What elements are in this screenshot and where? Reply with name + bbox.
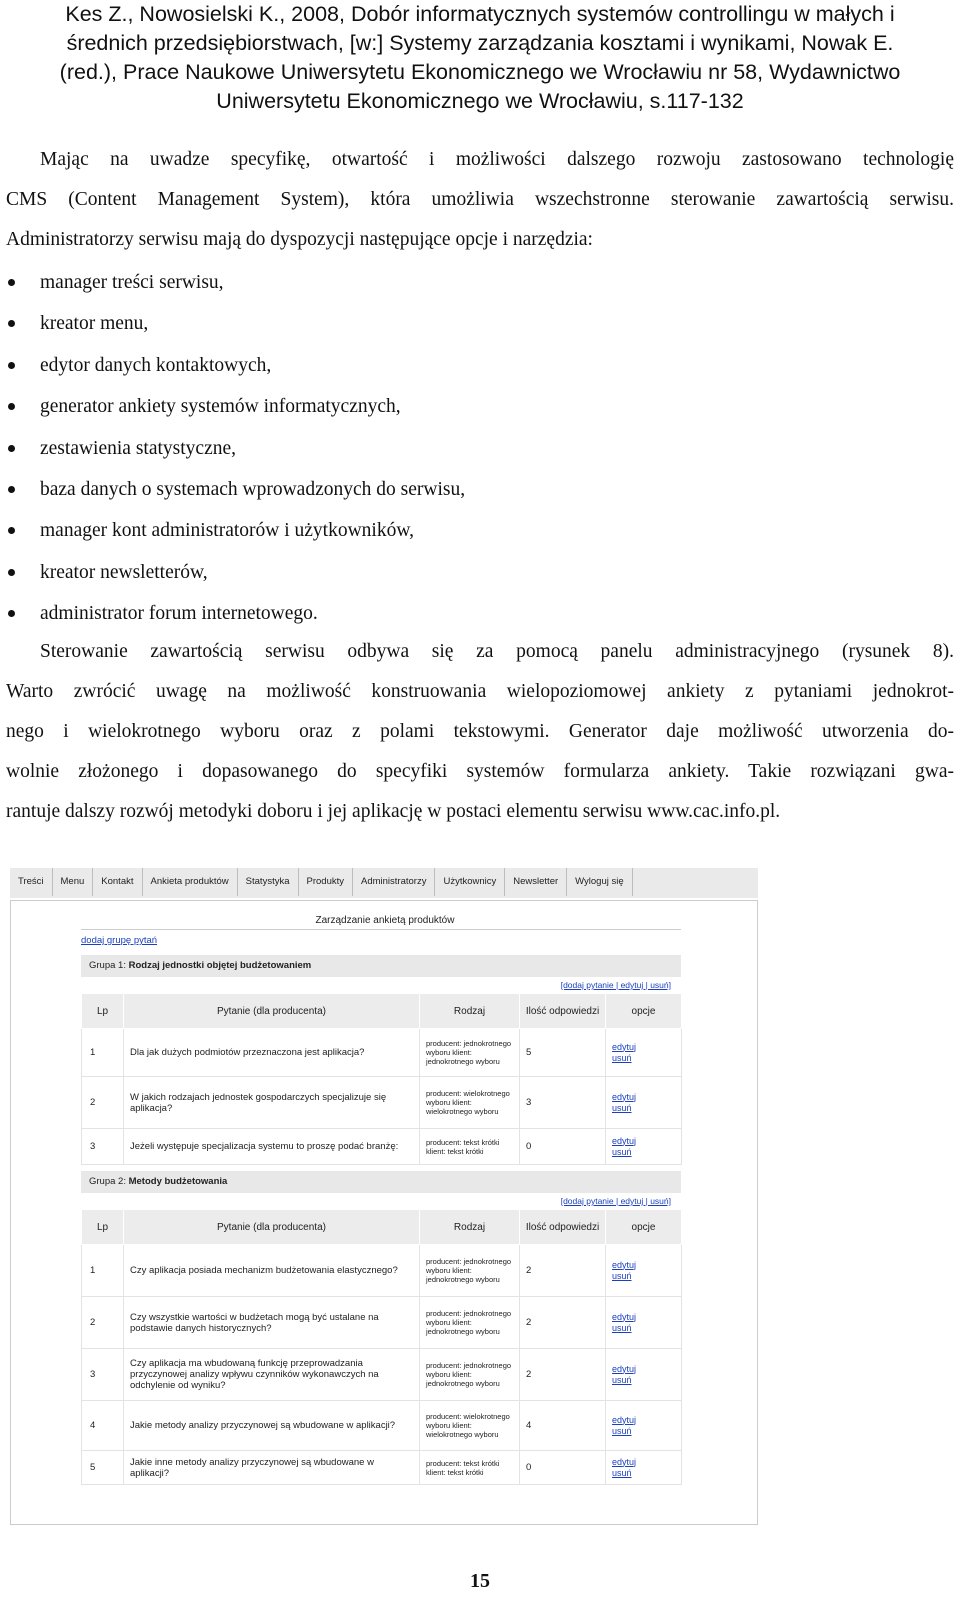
col-header-lp: Lp	[82, 1210, 124, 1245]
row-kind: producent: jednokrotnego wyboru klient: jednokrotnego wyboru	[420, 1349, 520, 1401]
bullet-icon	[8, 279, 15, 286]
row-lp: 2	[82, 1077, 124, 1129]
list-item	[6, 428, 946, 469]
body-paragraph	[6, 632, 954, 832]
group-actions	[81, 977, 681, 993]
intro-paragraph	[6, 140, 954, 260]
row-kind: producent: jednokrotnego wyboru klient: jednokrotnego wyboru	[420, 1029, 520, 1077]
nav-tab-administratorzy[interactable]: Administratorzy	[353, 868, 435, 896]
delete-link[interactable]: usuń	[612, 1425, 632, 1436]
admin-panel-screenshot	[10, 868, 758, 1525]
text-line: Administratorzy serwisu mają do dyspozycji następujące opcje i narzędzia:	[6, 229, 593, 250]
group-header	[81, 1171, 681, 1193]
group-name: Metody budżetowania	[128, 1176, 228, 1187]
col-header-question: Pytanie (dla producenta)	[124, 994, 420, 1029]
col-header-question: Pytanie (dla producenta)	[124, 1210, 420, 1245]
row-kind: producent: jednokrotnego wyboru klient: jednokrotnego wyboru	[420, 1297, 520, 1349]
list-item	[6, 262, 946, 303]
row-lp: 1	[82, 1029, 124, 1077]
delete-link[interactable]: usuń	[612, 1102, 632, 1113]
row-question: Czy aplikacja posiada mechanizm budżetowania elastycznego?	[124, 1245, 420, 1297]
list-item	[6, 303, 946, 344]
row-options	[606, 1451, 682, 1485]
delete-link[interactable]: usuń	[612, 1374, 632, 1385]
row-lp: 5	[82, 1451, 124, 1485]
citation-header	[0, 0, 960, 116]
row-kind: producent: jednokrotnego wyboru klient: jednokrotnego wyboru	[420, 1245, 520, 1297]
table-row	[82, 1401, 682, 1451]
edit-link[interactable]: edytuj	[612, 1041, 637, 1052]
nav-tab-newsletter[interactable]: Newsletter	[505, 868, 567, 896]
row-question: W jakich rodzajach jednostek gospodarczych specjalizuje się aplikacja?	[124, 1077, 420, 1129]
row-options	[606, 1129, 682, 1165]
row-lp: 4	[82, 1401, 124, 1451]
row-count: 2	[520, 1297, 606, 1349]
list-item-text: edytor danych kontaktowych,	[40, 354, 272, 376]
add-question-group-link[interactable]: dodaj grupę pytań	[81, 935, 158, 946]
row-question: Czy aplikacja ma wbudowaną funkcję przeprowadzania przyczynowej analizy wpływu czynników wykonawczych na odchylenie od wyniku?	[124, 1349, 420, 1401]
group-header	[81, 955, 681, 977]
group-prefix: Grupa 1:	[89, 960, 126, 971]
col-header-kind: Rodzaj	[420, 1210, 520, 1245]
edit-link[interactable]: edytuj	[612, 1414, 637, 1425]
list-item-text: kreator menu,	[40, 313, 149, 335]
list-item-text: manager treści serwisu,	[40, 272, 224, 293]
edit-link[interactable]: edytuj	[612, 1259, 637, 1270]
table-row	[82, 1451, 682, 1485]
col-header-lp: Lp	[82, 994, 124, 1029]
page-number: 15	[470, 1570, 490, 1592]
row-question: Jeżeli występuje specjalizacja systemu to proszę podać branżę:	[124, 1129, 420, 1165]
row-question: Jakie metody analizy przyczynowej są wbudowane w aplikacji?	[124, 1401, 420, 1451]
list-item-text: generator ankiety systemów informatycznych,	[40, 396, 401, 418]
nav-tab-kontakt[interactable]: Kontakt	[93, 868, 142, 896]
row-lp: 3	[82, 1129, 124, 1165]
bullet-icon	[8, 320, 15, 327]
row-question: Jakie inne metody analizy przyczynowej są wbudowane w aplikacji?	[124, 1451, 420, 1485]
list-item-text: administrator forum internetowego.	[40, 603, 318, 625]
row-count: 0	[520, 1451, 606, 1485]
nav-tab-wyloguj[interactable]: Wyloguj się	[567, 868, 633, 896]
list-item	[6, 469, 946, 510]
bullet-icon	[8, 569, 15, 576]
col-header-options: opcje	[606, 1210, 682, 1245]
delete-link[interactable]: usuń	[612, 1146, 632, 1157]
row-count: 2	[520, 1349, 606, 1401]
table-row	[82, 1077, 682, 1129]
questions-table	[81, 1209, 682, 1485]
edit-link[interactable]: edytuj	[612, 1311, 637, 1322]
col-header-kind: Rodzaj	[420, 994, 520, 1029]
row-options	[606, 1245, 682, 1297]
nav-tab-tresci[interactable]: Treści	[10, 868, 53, 896]
delete-link[interactable]: usuń	[612, 1322, 632, 1333]
group-actions-links[interactable]: [dodaj pytanie | edytuj | usuń]	[560, 980, 671, 990]
text-line: CMS (Content Management System), która umożliwia wszechstronne sterowanie zawartością serwisu.	[6, 189, 954, 210]
tools-list	[6, 262, 946, 635]
questions-table	[81, 993, 682, 1165]
list-item	[6, 386, 946, 427]
text-line: Mając na uwadze specyfikę, otwartość i możliwości dalszego rozwoju zastosowano technologię	[40, 149, 954, 170]
group-prefix: Grupa 2:	[89, 1176, 126, 1187]
row-count: 2	[520, 1245, 606, 1297]
col-header-count: Ilość odpowiedzi	[520, 994, 606, 1029]
text-line: rantuje dalszy rozwój metodyki doboru i jej aplikację w postaci elementu serwisu www.cac.info.pl.	[6, 801, 781, 822]
question-group	[81, 1171, 681, 1485]
col-header-options: opcje	[606, 994, 682, 1029]
edit-link[interactable]: edytuj	[612, 1456, 637, 1467]
list-item-text: baza danych o systemach wprowadzonych do serwisu,	[40, 478, 466, 500]
row-options	[606, 1349, 682, 1401]
table-header-row	[82, 994, 682, 1029]
edit-link[interactable]: edytuj	[612, 1363, 637, 1374]
list-item-text: zestawienia statystyczne,	[40, 437, 236, 459]
row-options	[606, 1029, 682, 1077]
edit-link[interactable]: edytuj	[612, 1091, 637, 1102]
delete-link[interactable]: usuń	[612, 1270, 632, 1281]
bullet-icon	[8, 486, 15, 493]
bullet-icon	[8, 403, 15, 410]
row-count: 4	[520, 1401, 606, 1451]
nav-tab-statystyka[interactable]: Statystyka	[238, 868, 299, 896]
list-item	[6, 510, 946, 551]
delete-link[interactable]: usuń	[612, 1052, 632, 1063]
nav-tab-ankieta[interactable]: Ankieta produktów	[143, 868, 238, 896]
panel-title: Zarządzanie ankietą produktów	[315, 915, 455, 926]
citation-line: Kes Z., Nowosielski K., 2008, Dobór informatycznych systemów controllingu w małych i	[65, 2, 895, 26]
row-kind: producent: wielokrotnego wyboru klient: wielokrotnego wyboru	[420, 1401, 520, 1451]
row-question: Czy wszystkie wartości w budżetach mogą być ustalane na podstawie danych historycznych?	[124, 1297, 420, 1349]
text-line: Warto zwrócić uwagę na możliwość konstruowania wielopoziomowej ankiety z pytaniami jednokrot-	[6, 681, 954, 702]
row-options	[606, 1297, 682, 1349]
row-kind: producent: tekst krótki klient: tekst krótki	[420, 1129, 520, 1165]
row-count: 5	[520, 1029, 606, 1077]
admin-nav-bar	[10, 868, 758, 898]
row-lp: 2	[82, 1297, 124, 1349]
citation-line: średnich przedsiębiorstwach, [w:] Systemy zarządzania kosztami i wynikami, Nowak E.	[66, 31, 894, 55]
bullet-icon	[8, 527, 15, 534]
nav-tab-menu[interactable]: Menu	[53, 868, 94, 896]
row-kind: producent: wielokrotnego wyboru klient: wielokrotnego wyboru	[420, 1077, 520, 1129]
row-lp: 1	[82, 1245, 124, 1297]
nav-tab-uzytkownicy[interactable]: Użytkownicy	[435, 868, 505, 896]
nav-tab-produkty[interactable]: Produkty	[299, 868, 354, 896]
list-item	[6, 345, 946, 386]
text-line: nego i wielokrotnego wyboru oraz z polami tekstowymi. Generator daje możliwość utworzenia do-	[6, 721, 954, 742]
list-item-text: kreator newsletterów,	[40, 561, 208, 583]
table-row	[82, 1297, 682, 1349]
row-options	[606, 1077, 682, 1129]
row-count: 0	[520, 1129, 606, 1165]
group-actions	[81, 1193, 681, 1209]
group-name: Rodzaj jednostki objętej budżetowaniem	[128, 960, 312, 971]
row-kind: producent: tekst krótki klient: tekst krótki	[420, 1451, 520, 1485]
list-item-text: manager kont administratorów i użytkowników,	[40, 520, 415, 542]
text-line: wolnie złożonego i dopasowanego do specyfiki systemów formularza ankiety. Takie rozwiązani gwa-	[6, 761, 954, 782]
edit-link[interactable]: edytuj	[612, 1135, 637, 1146]
row-options	[606, 1401, 682, 1451]
row-count: 3	[520, 1077, 606, 1129]
row-lp: 3	[82, 1349, 124, 1401]
list-item	[6, 593, 946, 634]
table-row	[82, 1129, 682, 1165]
citation-line: (red.), Prace Naukowe Uniwersytetu Ekonomicznego we Wrocławiu nr 58, Wydawnictwo	[59, 60, 901, 84]
table-header-row	[82, 1210, 682, 1245]
text-line: Sterowanie zawartością serwisu odbywa się za pomocą panelu administracyjnego (rysunek 8).	[40, 641, 954, 662]
citation-line: Uniwersytetu Ekonomicznego we Wrocławiu, s.117-132	[216, 89, 744, 113]
bullet-icon	[8, 445, 15, 452]
bullet-icon	[8, 362, 15, 369]
delete-link[interactable]: usuń	[612, 1467, 632, 1478]
admin-content	[10, 900, 758, 1525]
table-row	[82, 1245, 682, 1297]
col-header-count: Ilość odpowiedzi	[520, 1210, 606, 1245]
table-row	[82, 1029, 682, 1077]
table-row	[82, 1349, 682, 1401]
bullet-icon	[8, 610, 15, 617]
list-item	[6, 552, 946, 593]
question-group	[81, 955, 681, 1165]
group-actions-links[interactable]: [dodaj pytanie | edytuj | usuń]	[560, 1196, 671, 1206]
row-question: Dla jak dużych podmiotów przeznaczona jest aplikacja?	[124, 1029, 420, 1077]
divider	[81, 929, 681, 930]
